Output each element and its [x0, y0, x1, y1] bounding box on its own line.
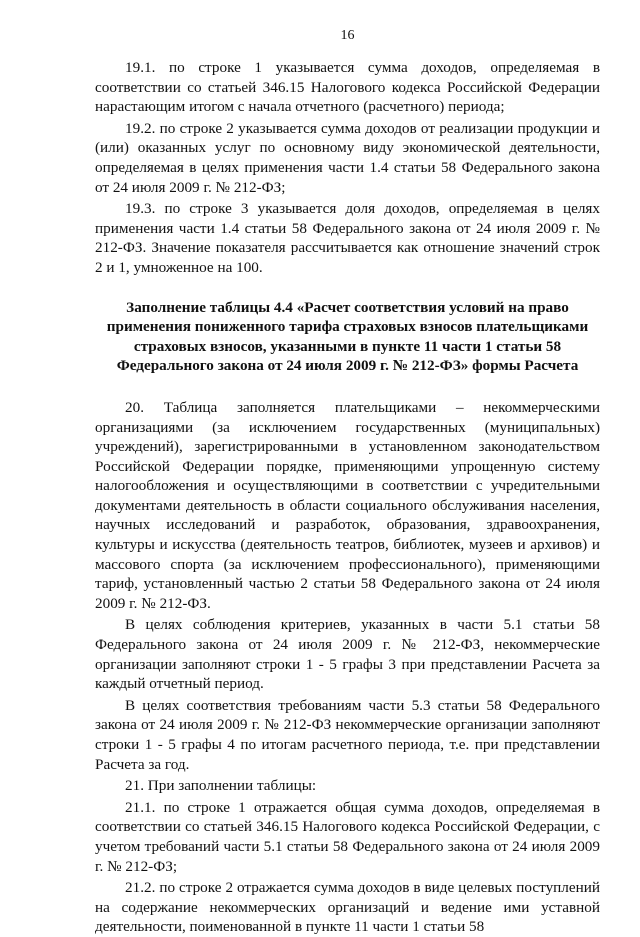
section-heading: Заполнение таблицы 4.4 «Расчет соответствия условий на право применения пониженного тарифа страховых взносов плательщиками страховых взносов, указанными в пункте 11 части 1 статьи 58 Федерального закона от 24 июля 2009 г. № 212-ФЗ» формы Расчета	[106, 298, 589, 375]
paragraph-19-3: 19.3. по строке 3 указывается доля доходов, определяемая в целях применения части 1.4 статьи 58 Федерального закона от 24 июля 2009 г. № 212-ФЗ. Значение показателя рассчитывается как отношение значений строк 2 и 1, умноженное на 100.	[95, 200, 600, 276]
paragraph-21-2: 21.2. по строке 2 отражается сумма доходов в виде целевых поступлений на содержание некоммерческих организаций и ведение ими уставной деятельности, поименованной в пункте 11 части 1 статьи 58	[95, 879, 600, 936]
document-page	[95, 28, 600, 937]
page-number: 16	[340, 28, 355, 43]
paragraph-21: 21. При заполнении таблицы:	[125, 777, 317, 795]
paragraph-19-1: 19.1. по строке 1 указывается сумма доходов, определяемая в соответствии со статьей 346.15 Налогового кодекса Российской Федерации нарастающим итогом с начала отчетного (расчетного) периода;	[95, 59, 600, 116]
paragraph-21-1: 21.1. по строке 1 отражается общая сумма доходов, определяемая в соответствии со статьей 346.15 Налогового кодекса Российской Федерации, с учетом требований части 5.1 статьи 58 Федерального закона от 24 июля 2009 г. № 212-ФЗ;	[95, 798, 600, 875]
paragraph-requirements-5-3: В целях соответствия требованиям части 5.3 статьи 58 Федерального закона от 24 июля 2009 г. № 212-ФЗ некоммерческие организации заполняют строки 1 - 5 графы 4 по итогам расчетного периода, т.е. при представлении Расчета за год.	[95, 696, 600, 773]
paragraph-20: 20. Таблица заполняется плательщиками – некоммерческими организациями (за исключением государственных (муниципальных) учреждений), зарегистрированными в установленном законодательством Российской Федерации порядке, применяющими упрощенную систему налогообложения и осуществляющими в соответствии с учредительными документами деятельность в области социального обслуживания населения, научных исследований и разработок, образования, здравоохранения, культуры и искусства (деятельность театров, библиотек, музеев и архивов) и массового спорта (за исключением профессионального), применяющими тариф, установленный частью 2 статьи 58 Федерального закона от 24 июля 2009 г. № 212-ФЗ.	[95, 398, 600, 612]
paragraph-criteria-5-1: В целях соблюдения критериев, указанных в части 5.1 статьи 58 Федерального закона от 24 июля 2009 г. № 212-ФЗ, некоммерческие организации заполняют строки 1 - 5 графы 3 при представлении Расчета за каждый отчетный период.	[95, 616, 600, 693]
paragraph-19-2: 19.2. по строке 2 указывается сумма доходов от реализации продукции и (или) оказанных услуг по основному виду экономической деятельности, определяемая в целях применения части 1.4 статьи 58 Федерального закона от 24 июля 2009 г. № 212-ФЗ;	[95, 119, 600, 196]
